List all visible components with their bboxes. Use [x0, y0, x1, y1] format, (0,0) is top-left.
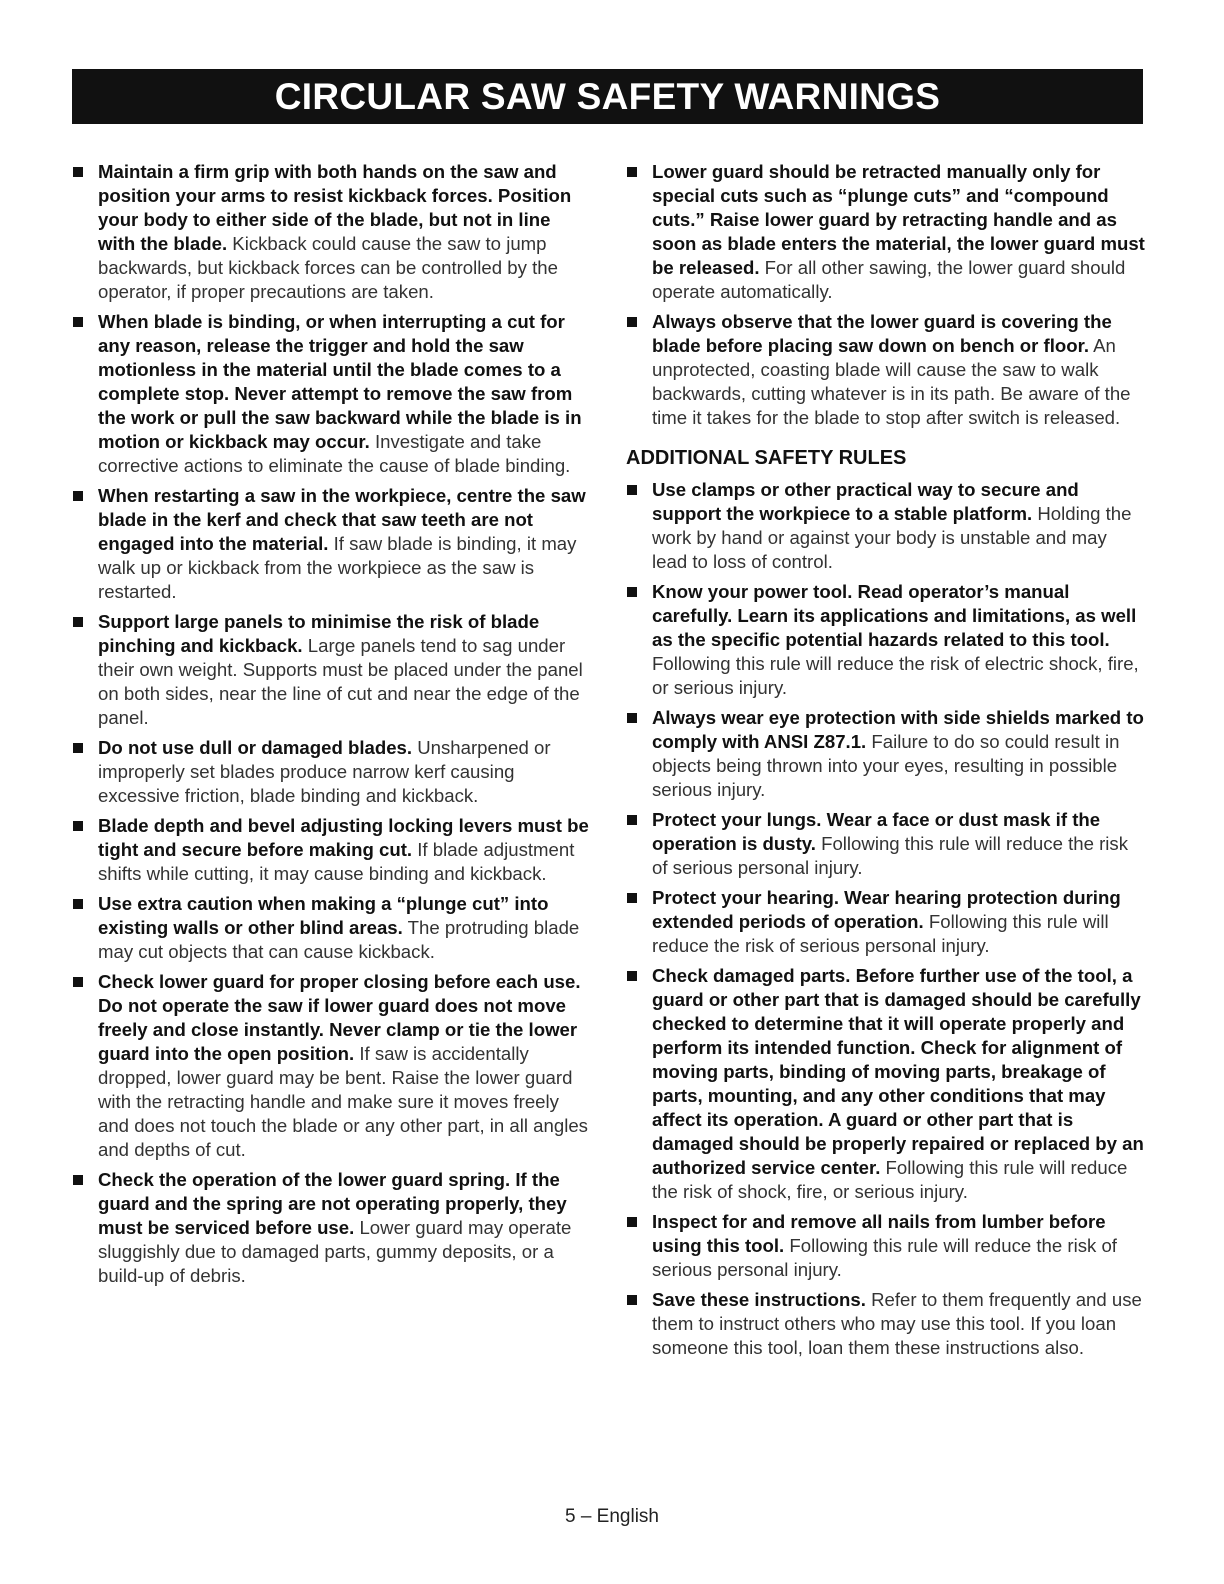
warning-item: [72, 814, 590, 886]
rule-detail-text: Following this rule will reduce the risk of serious personal injury.: [652, 1235, 1117, 1280]
warning-bold-text: Always observe that the lower guard is covering the blade before placing saw down on bench or floor.: [652, 311, 1112, 356]
rule-detail-text: Following this rule will reduce the risk of electric shock, fire, or serious injury.: [652, 653, 1139, 698]
warning-detail-text: Lower guard may operate sluggishly due to damaged parts, gummy deposits, or a build-up of debris.: [98, 1217, 572, 1286]
safety-rule-item: [626, 478, 1146, 574]
warning-bold-text: Do not use dull or damaged blades.: [98, 737, 413, 758]
warning-detail-text: Large panels tend to sag under their own weight. Supports must be placed under the panel on both sides, near the line of cut and near the edge of the panel.: [98, 635, 583, 728]
square-bullet-icon: [627, 317, 637, 327]
left-column: [72, 160, 590, 1294]
square-bullet-icon: [627, 1295, 637, 1305]
warning-bold-text: Check the operation of the lower guard spring. If the guard and the spring are not operating properly, they must be serviced before use.: [98, 1169, 567, 1238]
rule-bold-text: Protect your lungs. Wear a face or dust mask if the operation is dusty.: [652, 809, 1101, 854]
warning-detail-text: If blade adjustment shifts while cutting, it may cause binding and kickback.: [98, 839, 575, 884]
square-bullet-icon: [627, 167, 637, 177]
square-bullet-icon: [73, 821, 83, 831]
section-heading: ADDITIONAL SAFETY RULES: [626, 447, 907, 469]
warning-detail-text: For all other sawing, the lower guard should operate automatically.: [652, 257, 1126, 302]
warning-bold-text: When blade is binding, or when interrupting a cut for any reason, release the trigger and hold the saw motionless in the material until the blade comes to a complete stop. Never attempt to remove the saw from the work or pull the saw backward while the blade is in motion or kickback may occur.: [98, 311, 582, 452]
safety-rule-item: [626, 808, 1146, 880]
warning-item: [626, 160, 1146, 304]
rule-detail-text: Failure to do so could result in objects being thrown into your eyes, resulting in possible serious injury.: [652, 731, 1120, 800]
square-bullet-icon: [73, 617, 83, 627]
safety-rule-item: [626, 580, 1146, 700]
square-bullet-icon: [73, 167, 83, 177]
rule-bold-text: Know your power tool. Read operator’s manual carefully. Learn its applications and limitations, as well as the specific potential hazards related to this tool.: [652, 581, 1137, 650]
rule-bold-text: Always wear eye protection with side shields marked to comply with ANSI Z87.1.: [652, 707, 1144, 752]
warning-item: [626, 310, 1146, 430]
square-bullet-icon: [627, 713, 637, 723]
right-column: [626, 160, 1146, 1366]
square-bullet-icon: [73, 743, 83, 753]
warning-item: [72, 892, 590, 964]
square-bullet-icon: [73, 317, 83, 327]
warning-item: [72, 970, 590, 1162]
square-bullet-icon: [73, 1175, 83, 1185]
square-bullet-icon: [627, 1217, 637, 1227]
warning-item: [72, 310, 590, 478]
square-bullet-icon: [73, 977, 83, 987]
warning-item: [72, 610, 590, 730]
rule-bold-text: Save these instructions.: [652, 1289, 866, 1310]
rule-bold-text: Check damaged parts. Before further use of the tool, a guard or other part that is damaged should be carefully checked to determine that it will operate properly and perform its intended function. Check for alignment of moving parts, binding of moving parts, breakage of parts, mounting, and any other conditions that may affect its operation. A guard or other part that is damaged should be properly repaired or replaced by an authorized service center.: [652, 965, 1144, 1178]
page-title-banner: CIRCULAR SAW SAFETY WARNINGS: [72, 69, 1143, 124]
warning-item: [72, 736, 590, 808]
warning-detail-text: The protruding blade may cut objects that can cause kickback.: [98, 917, 580, 962]
rule-detail-text: Refer to them frequently and use them to instruct others who may use this tool. If you loan someone this tool, loan them these instructions also.: [652, 1289, 1142, 1358]
safety-rule-item: [626, 706, 1146, 802]
warning-detail-text: If saw blade is binding, it may walk up or kickback from the workpiece as the saw is restarted.: [98, 533, 577, 602]
rule-detail-text: Following this rule will reduce the risk of shock, fire, or serious injury.: [652, 1157, 1128, 1202]
warning-bold-text: Check lower guard for proper closing before each use. Do not operate the saw if lower guard does not move freely and close instantly. Never clamp or tie the lower guard into the open position.: [98, 971, 581, 1064]
square-bullet-icon: [627, 587, 637, 597]
square-bullet-icon: [627, 971, 637, 981]
square-bullet-icon: [627, 815, 637, 825]
warning-detail-text: Unsharpened or improperly set blades produce narrow kerf causing excessive friction, blade binding and kickback.: [98, 737, 551, 806]
rule-bold-text: Inspect for and remove all nails from lumber before using this tool.: [652, 1211, 1106, 1256]
page-number-footer: 5 – English: [564, 1506, 659, 1527]
warning-detail-text: Investigate and take corrective actions to eliminate the cause of blade binding.: [98, 431, 571, 476]
warning-bold-text: Lower guard should be retracted manually only for special cuts such as “plunge cuts” and “compound cuts.” Raise lower guard by retracting handle and as soon as blade enters the material, the lower guard must be released.: [652, 161, 1145, 278]
warning-bold-text: Maintain a firm grip with both hands on the saw and position your arms to resist kickback forces. Position your body to either side of the blade, but not in line with the blade.: [98, 161, 572, 254]
safety-rule-item: [626, 1210, 1146, 1282]
warning-bold-text: Blade depth and bevel adjusting locking levers must be tight and secure before making cut.: [98, 815, 589, 860]
square-bullet-icon: [73, 899, 83, 909]
square-bullet-icon: [627, 485, 637, 495]
rule-bold-text: Use clamps or other practical way to secure and support the workpiece to a stable platform.: [652, 479, 1079, 524]
warning-item: [72, 1168, 590, 1288]
warning-bold-text: Support large panels to minimise the risk of blade pinching and kickback.: [98, 611, 540, 656]
safety-rule-item: [626, 964, 1146, 1204]
safety-rule-item: [626, 886, 1146, 958]
warning-bold-text: Use extra caution when making a “plunge cut” into existing walls or other blind areas.: [98, 893, 549, 938]
warning-detail-text: If saw is accidentally dropped, lower guard may be bent. Raise the lower guard with the retracting handle and make sure it moves freely and does not touch the blade or any other part, in all angles and depths of cut.: [98, 1043, 588, 1160]
warning-item: [72, 160, 590, 304]
warning-item: [72, 484, 590, 604]
rule-detail-text: Following this rule will reduce the risk of serious personal injury.: [652, 911, 1109, 956]
warning-bold-text: When restarting a saw in the workpiece, centre the saw blade in the kerf and check that saw teeth are not engaged into the material.: [98, 485, 586, 554]
rule-detail-text: Holding the work by hand or against your body is unstable and may lead to loss of control.: [652, 503, 1132, 572]
rule-detail-text: Following this rule will reduce the risk of serious personal injury.: [652, 833, 1129, 878]
square-bullet-icon: [73, 491, 83, 501]
warning-detail-text: Kickback could cause the saw to jump backwards, but kickback forces can be controlled by the operator, if proper precautions are taken.: [98, 233, 558, 302]
square-bullet-icon: [627, 893, 637, 903]
safety-rule-item: [626, 1288, 1146, 1360]
rule-bold-text: Protect your hearing. Wear hearing protection during extended periods of operation.: [652, 887, 1121, 932]
warning-detail-text: An unprotected, coasting blade will cause the saw to walk backwards, cutting whatever is in its path. Be aware of the time it takes for the blade to stop after switch is released.: [652, 335, 1131, 428]
